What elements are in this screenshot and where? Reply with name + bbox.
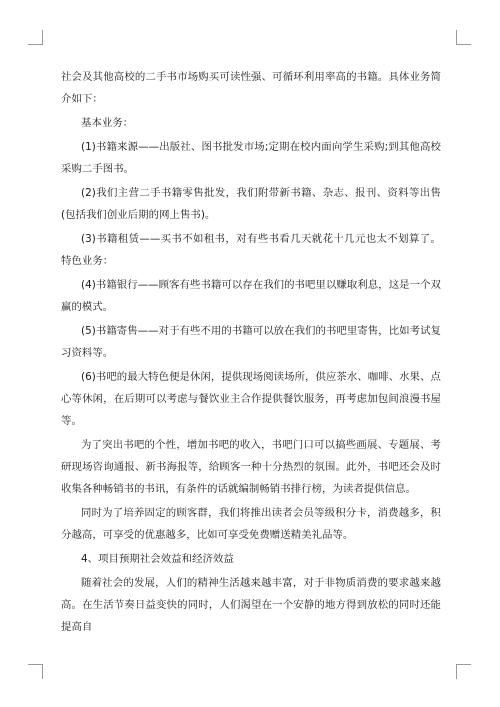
paragraph-intro: 社会及其他高校的二手书市场购买可读性强、可循环利用率高的书籍。具体业务简介如下： bbox=[61, 71, 441, 105]
paragraph-item-1: (1)书籍来源——出版社、图书批发市场;定期在校内面向学生采购;到其他高校采购二手图书。 bbox=[61, 141, 441, 175]
document-body bbox=[61, 66, 441, 638]
crop-mark-bottom-right bbox=[456, 664, 471, 679]
paragraph-promotion: 为了突出书吧的个性，增加书吧的收入，书吧门口可以搞些画展、专题展、考研现场咨询通报、新书海报等，给顾客一种十分热烈的氛围。此外，书吧还会及时收集各种畅销书的书讯，有条件的话就编制畅销书排行榜，为读者提供信息。 bbox=[61, 439, 441, 495]
crop-mark-top-left bbox=[28, 30, 43, 45]
crop-mark-bottom-left bbox=[28, 664, 43, 679]
paragraph-membership: 同时为了培养固定的顾客群，我们将推出读者会员等级积分卡，消费越多，积分越高，可享受的优惠越多，比如可享受免费赠送精美礼品等。 bbox=[61, 507, 441, 541]
paragraph-social-development: 随着社会的发展，人们的精神生活越来越丰富，对于非物质消费的要求越来越高。在生活节奏日益变快的同时，人们渴望在一个安静的地方得到放松的同时还能提高自 bbox=[61, 577, 441, 633]
paragraph-item-6: (6)书吧的最大特色便是休闲，提供现场阅读场所，供应茶水、咖啡、水果、点心等休闲，在后期可以考虑与餐饮业主合作提供餐饮服务，再考虑加包间浪漫书屋等。 bbox=[61, 371, 441, 427]
paragraph-item-3: (3)书籍租赁——买书不如租书，对有些书看几天就花十几元也太不划算了。 特色业务： bbox=[61, 233, 441, 267]
paragraph-item-4: (4)书籍银行——顾客有些书籍可以存在我们的书吧里以赚取利息，这是一个双赢的模式。 bbox=[61, 279, 441, 313]
section-heading-benefits: 4、项目预期社会效益和经济效益 bbox=[81, 553, 234, 565]
paragraph-item-5: (5)书籍寄售——对于有些不用的书籍可以放在我们的书吧里寄售，比如考试复习资料等。 bbox=[61, 325, 441, 359]
paragraph-item-2: (2)我们主营二手书籍零售批发，我们附带新书籍、杂志、报刊、资料等出售(包括我们创业后期的网上售书)。 bbox=[61, 187, 441, 221]
crop-mark-top-right bbox=[456, 30, 471, 45]
paragraph-basic-business-heading: 基本业务： bbox=[81, 117, 134, 129]
